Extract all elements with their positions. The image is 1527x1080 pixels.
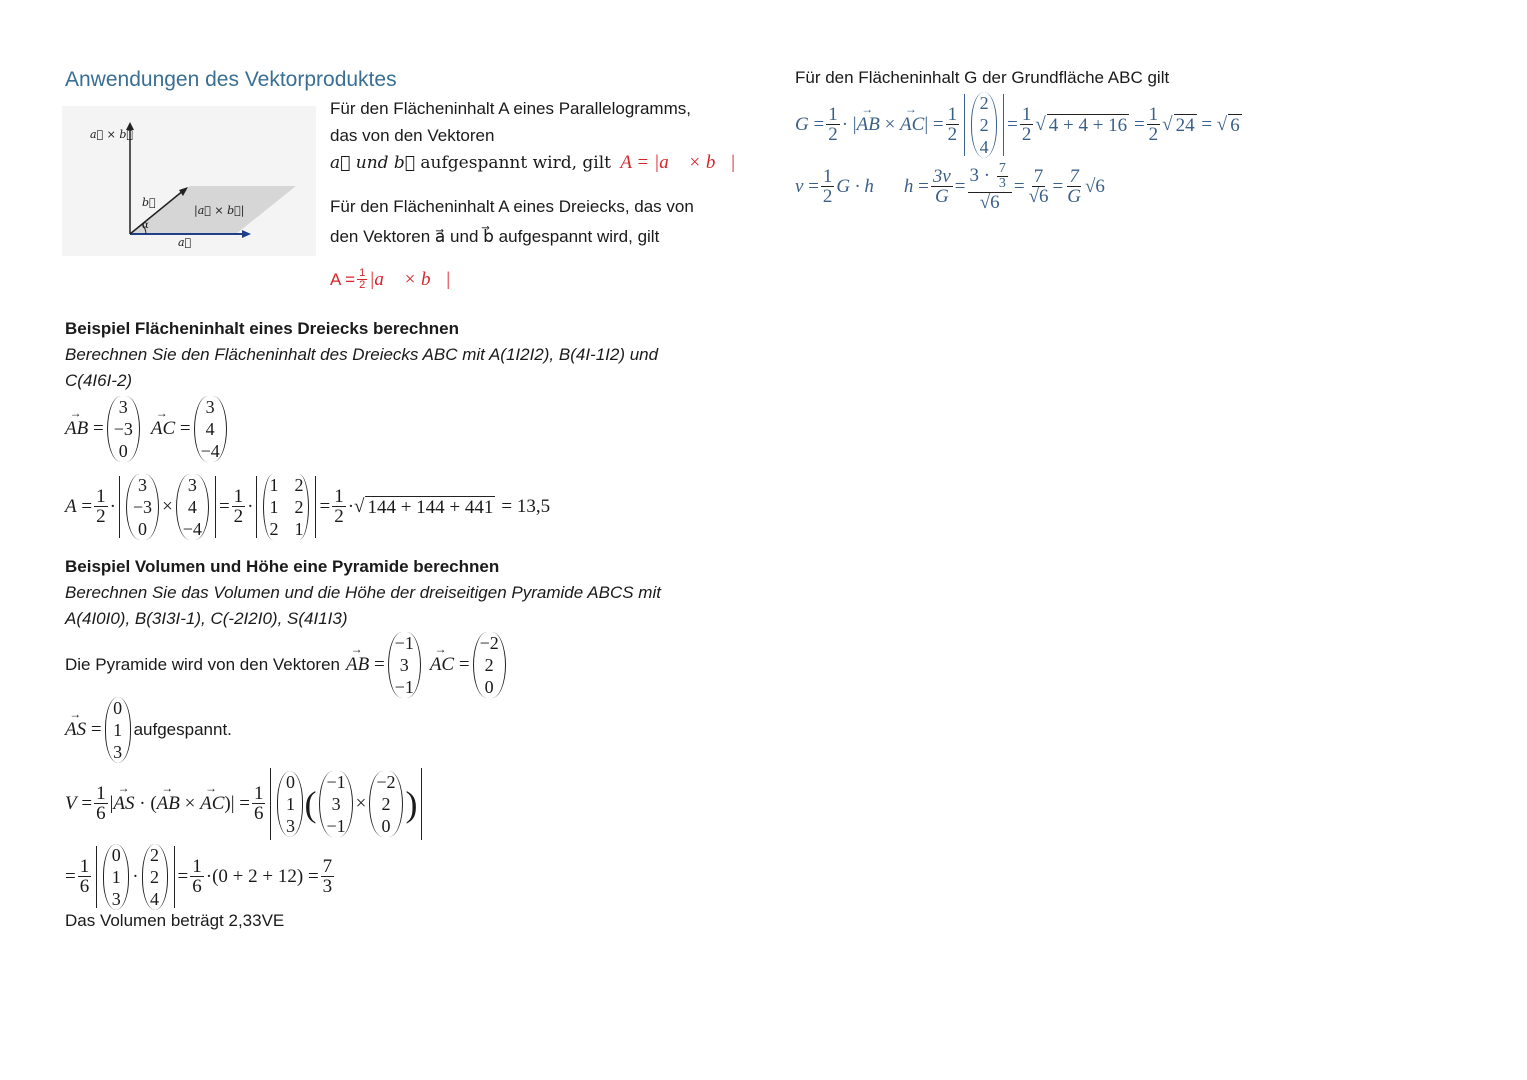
example1-vectors: → AB = 3 −3 0 → AC = 3 4 −4 xyxy=(65,396,230,462)
volume-formula: V = $\frac{1}{6}$ | → AS · ( → AB × → AC )| = $\frac{1}{6}$ 0 1 3 ( −1 3 −1 × −2 2 0 ) xyxy=(65,768,425,840)
cross-product-vector: 2 2 4 xyxy=(142,844,168,910)
example1-area-calculation: A = $\frac{1}{2}$ · 3 −3 0 × 3 4 −4 = $\frac{1}{2}$ · 1 2 1 2 2 1 = $\frac{1}{2}$ · √ 144 + 144 + 441 = 13,5 xyxy=(65,475,551,539)
base-area-heading: Für den Flächeninhalt G der Grundfläche ABC gilt xyxy=(795,68,1170,87)
triangle-text-2: den Vektoren a⃗ und b⃗ aufgespannt wird, gilt xyxy=(330,227,660,246)
parallelogram-formula: A = |a⃗ × b⃗| xyxy=(620,152,736,173)
vector-a-label: a⃗ xyxy=(178,236,192,249)
spanned-text: aufgespannt wird, gilt xyxy=(415,153,617,173)
example2-task-line2: A(4I0I0), B(3I3I-1), C(-2I2I0), S(4I1I3) xyxy=(65,609,348,628)
vector-b-label: b⃗ xyxy=(142,196,156,209)
section-heading: Anwendungen des Vektorproduktes xyxy=(65,68,397,91)
axis-label: a⃗ × b⃗ xyxy=(90,128,134,141)
parallelogram-text-1: Für den Flächeninhalt A eines Parallelogramms, xyxy=(330,99,691,118)
sum-expression: (0 + 2 + 12) xyxy=(212,866,304,887)
cross-product-result: 1 2 1 2 2 1 xyxy=(263,474,309,540)
g-vector: 2 2 4 xyxy=(971,92,997,158)
parallelogram-text-3 xyxy=(330,152,735,174)
g-sqrt-1: 4 + 4 + 16 xyxy=(1048,114,1128,136)
volume-statement: Das Volumen beträgt 2,33VE xyxy=(65,911,285,930)
ab-label-2: → AB xyxy=(346,654,369,676)
example2-title: Beispiel Volumen und Höhe eine Pyramide berechnen xyxy=(65,557,500,576)
parallelogram-text-2: das von den Vektoren xyxy=(330,126,495,145)
g-sqrt-2: 24 xyxy=(1175,114,1195,136)
triangle-formula-rhs: |a⃗ × b⃗| xyxy=(369,268,451,290)
triangle-formula xyxy=(330,268,451,292)
triangle-text-1: Für den Flächeninhalt A eines Dreiecks, das von xyxy=(330,197,694,216)
vectors-a-b: a⃗ und b⃗ xyxy=(330,153,416,173)
area-result: = 13,5 xyxy=(501,496,551,517)
g-sqrt-3: 6 xyxy=(1230,114,1240,136)
aufgespannt-text: aufgespannt. xyxy=(133,720,232,739)
ac-label-2: → AC xyxy=(430,654,454,676)
vector-ac: 3 4 −4 xyxy=(194,396,227,462)
half-fraction: $\frac{1}{2}$ xyxy=(359,267,366,291)
angle-label: α xyxy=(142,220,149,231)
as-label: → AS xyxy=(65,719,86,741)
as-vector-line: → AS = 0 1 3 aufgespannt. xyxy=(65,697,232,763)
ac-label: → AC xyxy=(151,418,175,440)
vector-ab-copy: 3 −3 0 xyxy=(126,474,159,540)
span-text: Die Pyramide wird von den Vektoren xyxy=(65,655,340,674)
vector-ab: 3 −3 0 xyxy=(107,396,140,462)
vector-ac-copy: 3 4 −4 xyxy=(176,474,209,540)
ab-label: → AB xyxy=(65,418,88,440)
volume-result-formula: = $\frac{1}{6}$ 0 1 3 · 2 2 4 = $\frac{1}{6}$ · (0 + 2 + 12) = $\frac{7}{3}$ xyxy=(65,845,333,909)
example1-task-line2: C(4I6I-2) xyxy=(65,371,133,390)
vector-as: 0 1 3 xyxy=(105,697,131,763)
base-area-formula: G = $\frac{1}{2}$ · | → AB × → AC | = $\frac{1}{2}$ 2 2 4 = $\frac{1}{2}$ √ 4 + 4 + 16 = $\frac{1}{2}$ √ 24 = √ 6 xyxy=(795,92,1242,158)
height-formula: v = $\frac{1}{2}$ G · h h = $\frac{3v}{G}$ = 3 · $\frac{7}{3}$ √6 = $\frac{7}{√6}$ = $\frac{7}{G}$ √6 xyxy=(795,161,1105,213)
sqrt-expression: 144 + 144 + 441 xyxy=(367,496,494,518)
magnitude-label: |a⃗ × b⃗| xyxy=(194,204,245,217)
cross-product-diagram xyxy=(62,106,316,256)
example2-task-line1: Berechnen Sie das Volumen und die Höhe der dreiseitigen Pyramide ABCS mit xyxy=(65,583,661,602)
example2-span-line: Die Pyramide wird von den Vektoren → AB = −1 3 −1 → AC = −2 2 0 xyxy=(65,632,509,698)
example1-title: Beispiel Flächeninhalt eines Dreiecks berechnen xyxy=(65,319,459,338)
example1-task-line1: Berechnen Sie den Flächeninhalt des Dreiecks ABC mit A(1I2I2), B(4I-1I2) und xyxy=(65,345,659,364)
triangle-formula-lhs: A = xyxy=(330,269,356,289)
vector-ac-2: −2 2 0 xyxy=(473,632,506,698)
vector-ab-2: −1 3 −1 xyxy=(388,632,421,698)
